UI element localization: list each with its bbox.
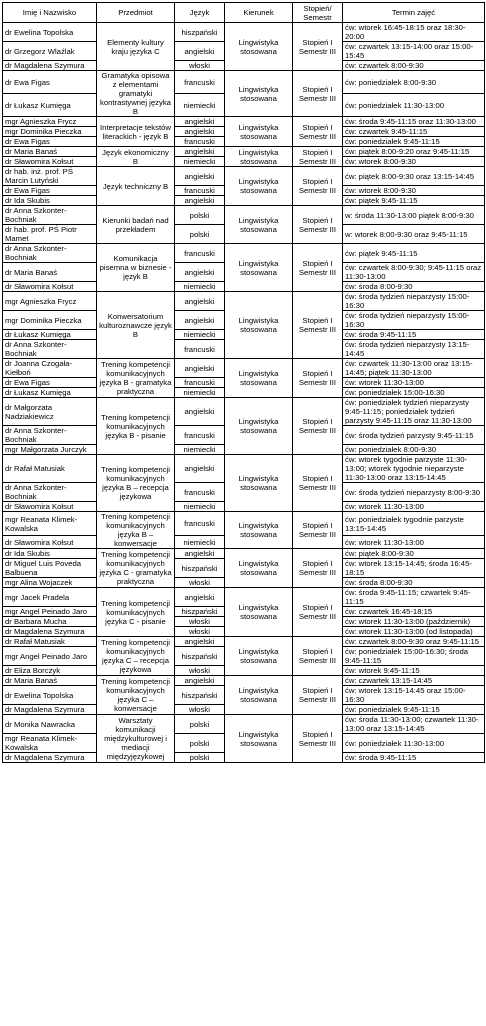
teacher-name: dr Sławomira Kołsut [3,502,97,512]
subject-cell: Konwersatorium kulturoznawcze język B [97,292,175,359]
term-cell: ćw: czwartek 8:00-9:30; 9:45-11:15 oraz 11:30-13:00 [343,263,485,282]
field-cell: Lingwistyka stosowana [225,292,293,359]
teacher-name: dr Małgorzata Nadziakiewicz [3,398,97,426]
teacher-name: mgr Reanata Klimek-Kowalska [3,734,97,753]
term-cell: ćw: piątek 8:00-9:30 [343,549,485,559]
term-cell: ćw: piątek 8:00-9:30 oraz 13:15-14:45 [343,167,485,186]
subject-cell: Elementy kultury kraju języka C [97,23,175,71]
field-cell: Lingwistyka stosowana [225,359,293,398]
teacher-name: dr Rafał Matusiak [3,637,97,647]
teacher-name: dr hab. prof. PŚ Piotr Mamet [3,225,97,244]
teacher-name: dr Grzegorz Wlaźlak [3,42,97,61]
field-cell: Lingwistyka stosowana [225,398,293,455]
teacher-name: mgr Angel Peinado Jaro [3,607,97,617]
subject-cell: Gramatyka opisowa z elementami gramatyki kontrastywnej języka B [97,71,175,117]
teacher-name: dr Sławomira Kołsut [3,157,97,167]
term-cell: ćw: czwartek 8:00-9:30 oraz 9:45-11:15 [343,637,485,647]
term-cell: ćw: poniedziałek 8:00-9:30 [343,445,485,455]
level-cell: Stopień I Semestr III [293,512,343,549]
language-cell: angielski [175,588,225,607]
teacher-name: dr Anna Szkonter-Bochniak [3,244,97,263]
teacher-name: dr Barbara Mucha [3,617,97,627]
table-row [3,292,485,311]
teacher-name: mgr Reanata Klimek-Kowalska [3,512,97,536]
teacher-name: dr Ewa Figas [3,71,97,94]
term-cell: ćw: wtorek 11:30-13:00 [343,502,485,512]
language-cell: niemiecki [175,157,225,167]
language-cell: niemiecki [175,445,225,455]
language-cell: niemiecki [175,330,225,340]
field-cell: Lingwistyka stosowana [225,455,293,512]
term-cell: ćw: piątek 9:45-11:15 [343,196,485,206]
language-cell: angielski [175,147,225,157]
table-row [3,71,485,94]
teacher-name: dr Ewa Figas [3,137,97,147]
language-cell: francuski [175,426,225,445]
field-cell: Lingwistyka stosowana [225,588,293,637]
subject-cell: Trening kompetencji komunikacyjnych języka C - gramatyka praktyczna [97,549,175,588]
term-cell: ćw: poniedziałek 9:45-11:15 [343,137,485,147]
term-cell: ćw: środa tydzień nieparzysty 13:15-14:45 [343,340,485,359]
field-cell: Lingwistyka stosowana [225,167,293,206]
term-cell: ćw: poniedziałek 15:00-16:30 [343,388,485,398]
term-cell: ćw: poniedziałek tygodnie parzyste 13:15-14:45 [343,512,485,536]
teacher-name: dr Ewa Figas [3,378,97,388]
term-cell: ćw: wtorek 8:00-9:30 [343,157,485,167]
subject-cell: Warsztaty komunikacji międzykulturowej i mediacji międzyjęzykowej [97,715,175,763]
field-cell: Lingwistyka stosowana [225,676,293,715]
subject-cell: Trening kompetencji komunikacyjnych języka C - pisanie [97,588,175,637]
teacher-name: mgr Agnieszka Frycz [3,117,97,127]
table-row [3,549,485,559]
term-cell: ćw: środa tydzień parzysty 9:45-11:15 [343,426,485,445]
teacher-name: mgr Dominika Pieczka [3,127,97,137]
teacher-name: dr Magdalena Szymura [3,753,97,763]
level-cell: Stopień I Semestr III [293,359,343,398]
teacher-name: mgr Małgorzata Jurczyk [3,445,97,455]
table-row [3,206,485,225]
term-cell: ćw: czwartek 16:45-18:15 [343,607,485,617]
schedule-table [2,2,485,763]
term-cell: ćw: środa 11:30-13:00; czwartek 11:30-13:00 oraz 13:15-14:45 [343,715,485,734]
term-cell: ćw: czwartek 13:15-14:00 oraz 15:00-15:45 [343,42,485,61]
table-row [3,637,485,647]
language-cell: polski [175,206,225,225]
term-cell: ćw: czwartek 13:15-14:45 [343,676,485,686]
field-cell: Lingwistyka stosowana [225,637,293,676]
language-cell: włoski [175,578,225,588]
table-row [3,244,485,263]
term-cell: w: środa 11:30-13:00 piątek 8:00-9:30 [343,206,485,225]
subject-cell: Język ekonomiczny B [97,147,175,167]
header-level: Stopień/ Semestr [293,3,343,23]
language-cell: angielski [175,455,225,483]
teacher-name: dr Łukasz Kumięga [3,330,97,340]
table-row [3,455,485,483]
language-cell: francuski [175,512,225,536]
language-cell: niemiecki [175,282,225,292]
teacher-name: dr Ida Skubis [3,196,97,206]
term-cell: ćw: czwartek 8:00-9:30 [343,61,485,71]
schedule-body [3,23,485,763]
term-cell: ćw: środa 9:45-11:15 oraz 11:30-13:00 [343,117,485,127]
language-cell: włoski [175,627,225,637]
teacher-name: dr Monika Nawracka [3,715,97,734]
field-cell: Lingwistyka stosowana [225,147,293,167]
term-cell: ćw: wtorek 11:30-13:00 [343,378,485,388]
subject-cell: Kierunki badań nad przekładem [97,206,175,244]
table-row [3,588,485,607]
language-cell: niemiecki [175,536,225,549]
subject-cell: Trening kompetencji komunikacyjnych języka B - pisanie [97,398,175,455]
term-cell: ćw: poniedziałek tydzień nieparzysty 9:45-11:15; poniedziałek tydzień parzysty 9:45-11:15 oraz 11:30-13:00 [343,398,485,426]
term-cell: ćw: wtorek 16:45-18:15 oraz 18:30-20:00 [343,23,485,42]
term-cell: ćw: poniedziałek 11:30-13:00 [343,94,485,117]
term-cell: ćw: wtorek 11:30-13:00 (od listopada) [343,627,485,637]
language-cell: angielski [175,263,225,282]
level-cell: Stopień I Semestr III [293,23,343,71]
teacher-name: dr Ida Skubis [3,549,97,559]
subject-cell: Trening kompetencji komunikacyjnych języka C – recepcja językowa [97,637,175,676]
table-row [3,117,485,127]
term-cell: ćw: poniedziałek 15:00-16:30; środa 9:45-11:15 [343,647,485,666]
teacher-name: dr Anna Szkonter-Bochniak [3,206,97,225]
teacher-name: dr Maria Banaś [3,263,97,282]
teacher-name: mgr Jacek Pradela [3,588,97,607]
term-cell: ćw: wtorek 11:30-13:00 [343,536,485,549]
subject-cell: Język techniczny B [97,167,175,206]
level-cell: Stopień I Semestr III [293,676,343,715]
teacher-name: dr Magdalena Szymura [3,705,97,715]
language-cell: francuski [175,244,225,263]
level-cell: Stopień I Semestr III [293,292,343,359]
term-cell: ćw: wtorek tygodnie parzyste 11:30-13:00; wtorek tygodnie nieparzyste 11:30-13:00 oraz 13:15-14:45 [343,455,485,483]
language-cell: polski [175,753,225,763]
term-cell: ćw: wtorek 13:15-14:45; środa 16:45-18:15 [343,559,485,578]
teacher-name: dr Eliza Borczyk [3,666,97,676]
field-cell: Lingwistyka stosowana [225,117,293,147]
term-cell: ćw: wtorek 8:00-9:30 [343,186,485,196]
table-row [3,359,485,378]
language-cell: francuski [175,378,225,388]
teacher-name: dr Anna Szkonter-Bochniak [3,426,97,445]
teacher-name: dr Rafał Matusiak [3,455,97,483]
language-cell: hiszpański [175,559,225,578]
header-row [3,3,485,23]
subject-cell: Trening kompetencji komunikacyjnych języka B – konwersacje [97,512,175,549]
header-field: Kierunek [225,3,293,23]
subject-cell: Interpretacje tekstów literackich - język B [97,117,175,147]
language-cell: angielski [175,167,225,186]
level-cell: Stopień I Semestr III [293,147,343,167]
table-row [3,398,485,426]
language-cell: hiszpański [175,607,225,617]
teacher-name: dr Ewelina Topolska [3,23,97,42]
level-cell: Stopień I Semestr III [293,167,343,206]
term-cell: ćw: środa tydzień nieparzysty 15:00-16:30 [343,311,485,330]
term-cell: ćw: poniedziałek 8:00-9:30 [343,71,485,94]
header-name: Imię i Nazwisko [3,3,97,23]
level-cell: Stopień I Semestr III [293,455,343,512]
term-cell: ćw: piątek 9:45-11:15 [343,244,485,263]
language-cell: angielski [175,637,225,647]
term-cell: ćw: czwartek 11:30-13:00 oraz 13:15-14:45; piątek 11:30-13:00 [343,359,485,378]
language-cell: polski [175,715,225,734]
subject-cell: Trening kompetencji komunikacyjnych języka B - gramatyka praktyczna [97,359,175,398]
level-cell: Stopień I Semestr III [293,588,343,637]
level-cell: Stopień I Semestr III [293,117,343,147]
language-cell: angielski [175,292,225,311]
level-cell: Stopień I Semestr III [293,71,343,117]
language-cell: hiszpański [175,647,225,666]
term-cell: ćw: czwartek 9:45-11:15 [343,127,485,137]
language-cell: angielski [175,676,225,686]
language-cell: niemiecki [175,502,225,512]
term-cell: ćw: środa 9:45-11:15; czwartek 9:45-11:15 [343,588,485,607]
term-cell: ćw: wtorek 9:45-11:15 [343,666,485,676]
language-cell: włoski [175,617,225,627]
language-cell: francuski [175,137,225,147]
teacher-name: dr Anna Szkonter-Bochniak [3,483,97,502]
subject-cell: Komunikacja pisemna w biznesie - język B [97,244,175,292]
teacher-name: dr Łukasz Kumięga [3,388,97,398]
term-cell: ćw: piątek 8:00-9:20 oraz 9:45-11:15 [343,147,485,157]
language-cell: włoski [175,705,225,715]
table-row [3,512,485,536]
term-cell: ćw: poniedziałek 11:30-13:00 [343,734,485,753]
field-cell: Lingwistyka stosowana [225,206,293,244]
language-cell: niemiecki [175,94,225,117]
level-cell: Stopień I Semestr III [293,398,343,455]
table-row [3,167,485,186]
teacher-name: dr Sławomira Kołsut [3,536,97,549]
field-cell: Lingwistyka stosowana [225,244,293,292]
term-cell: ćw: wtorek 13:15-14:45 oraz 15:00-16:30 [343,686,485,705]
language-cell: francuski [175,71,225,94]
level-cell: Stopień I Semestr III [293,637,343,676]
term-cell: ćw: środa 8:00-9:30 [343,578,485,588]
term-cell: ćw: środa 9:45-11:15 [343,753,485,763]
field-cell: Lingwistyka stosowana [225,715,293,763]
language-cell: angielski [175,42,225,61]
language-cell: francuski [175,186,225,196]
level-cell: Stopień I Semestr III [293,549,343,588]
teacher-name: dr Joanna Czogała-Kiełboń [3,359,97,378]
level-cell: Stopień I Semestr III [293,206,343,244]
teacher-name: dr hab. inż. prof. PŚ Marcin Lutyński [3,167,97,186]
language-cell: włoski [175,61,225,71]
language-cell: włoski [175,666,225,676]
language-cell: angielski [175,127,225,137]
teacher-name: dr Ewa Figas [3,186,97,196]
teacher-name: dr Magdalena Szymura [3,61,97,71]
header-term: Termin zajęć [343,3,485,23]
header-language: Język [175,3,225,23]
language-cell: francuski [175,483,225,502]
table-row [3,715,485,734]
teacher-name: mgr Alina Wojaczek [3,578,97,588]
teacher-name: mgr Dominika Pieczka [3,311,97,330]
language-cell: niemiecki [175,388,225,398]
subject-cell: Trening kompetencji komunikacyjnych języka C – konwersacje [97,676,175,715]
field-cell: Lingwistyka stosowana [225,23,293,71]
field-cell: Lingwistyka stosowana [225,549,293,588]
term-cell: ćw: środa 9:45-11:15 [343,330,485,340]
field-cell: Lingwistyka stosowana [225,512,293,549]
term-cell: ćw: wtorek 11:30-13:00 (październik) [343,617,485,627]
language-cell: angielski [175,196,225,206]
teacher-name: dr Sławomira Kołsut [3,282,97,292]
language-cell: angielski [175,398,225,426]
term-cell: w: wtorek 8:00-9:30 oraz 9:45-11:15 [343,225,485,244]
teacher-name: dr Maria Banaś [3,147,97,157]
teacher-name: dr Magdalena Szymura [3,627,97,637]
header-subject: Przedmiot [97,3,175,23]
teacher-name: mgr Agnieszka Frycz [3,292,97,311]
teacher-name: mgr Angel Peinado Jaro [3,647,97,666]
language-cell: francuski [175,340,225,359]
language-cell: angielski [175,549,225,559]
level-cell: Stopień I Semestr III [293,715,343,763]
term-cell: ćw: środa tydzień nieparzysty 8:00-9:30 [343,483,485,502]
term-cell: ćw: środa tydzień nieparzysty 15:00-16:30 [343,292,485,311]
subject-cell: Trening kompetencji komunikacyjnych języka B – recepcja językowa [97,455,175,512]
teacher-name: dr Ewelina Topolska [3,686,97,705]
term-cell: ćw: środa 8:00-9:30 [343,282,485,292]
language-cell: angielski [175,359,225,378]
level-cell: Stopień I Semestr III [293,244,343,292]
language-cell: polski [175,734,225,753]
language-cell: hiszpański [175,23,225,42]
language-cell: hiszpański [175,686,225,705]
teacher-name: dr Miguel Luis Poveda Balbuena [3,559,97,578]
language-cell: angielski [175,311,225,330]
term-cell: ćw: poniedziałek 9:45-11:15 [343,705,485,715]
teacher-name: dr Maria Banaś [3,676,97,686]
table-row [3,23,485,42]
teacher-name: dr Anna Szkonter-Bochniak [3,340,97,359]
field-cell: Lingwistyka stosowana [225,71,293,117]
table-row [3,147,485,157]
teacher-name: dr Łukasz Kumięga [3,94,97,117]
language-cell: angielski [175,117,225,127]
language-cell: polski [175,225,225,244]
table-row [3,676,485,686]
